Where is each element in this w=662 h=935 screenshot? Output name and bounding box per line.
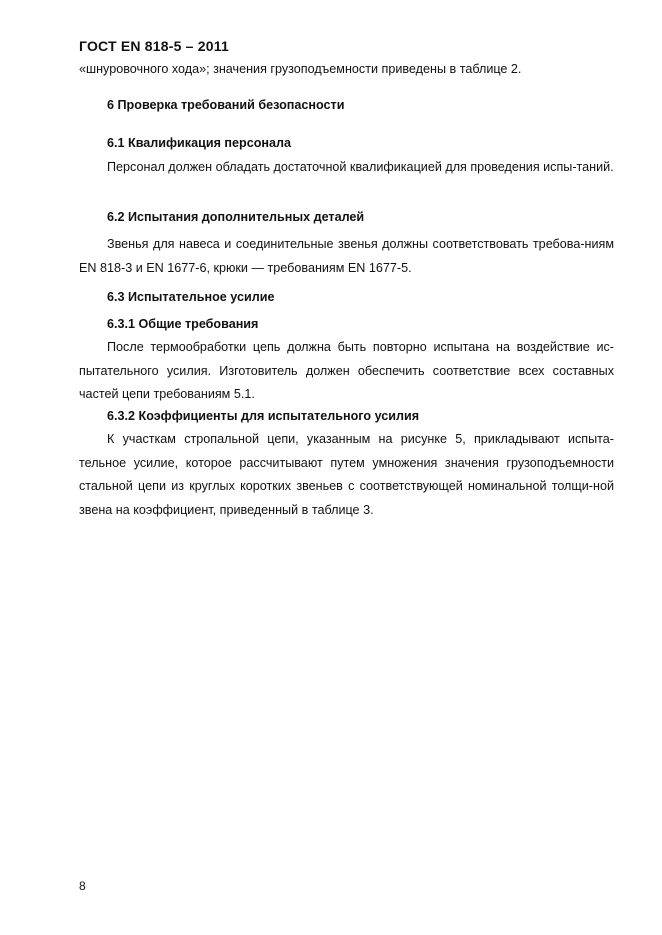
section-6-3-2-text: К участкам стропальной цепи, указанным на рисунке 5, прикладывают испыта-тельное усилие, которое рассчитывают путем умножения значения грузоподъемности стальной цепи из круглых коротких звеньев с соответствующей номинальной толщи-ной звена на коэффициент, приведенный в таблице 3. — [79, 432, 614, 517]
section-6-2-heading: 6.2 Испытания дополнительных деталей — [107, 210, 365, 224]
section-6-1-text: Персонал должен обладать достаточной квалификацией для проведения испы-таний. — [107, 160, 614, 174]
section-6-heading: 6 Проверка требований безопасности — [107, 98, 345, 112]
document-code-header: ГОСТ EN 818-5 – 2011 — [79, 38, 229, 54]
section-6-1-heading: 6.1 Квалификация персонала — [107, 136, 292, 150]
section-6-2-text: Звенья для навеса и соединительные звенья должны соответствовать требова-ниям EN 818-3 и EN 1677-6, крюки — требованиям EN 1677-5. — [79, 237, 614, 275]
section-6-3-heading: 6.3 Испытательное усилие — [107, 290, 275, 304]
section-6-3-1-text: После термообработки цепь должна быть повторно испытана на воздействие ис-пытательного усилия. Изготовитель должен обеспечить соответствие всех составных частей цепи требованиям 5.1. — [79, 340, 614, 402]
section-6-3-1-heading: 6.3.1 Общие требования — [107, 317, 259, 331]
section-6-3-2-heading: 6.3.2 Коэффициенты для испытательного усилия — [107, 409, 420, 423]
continuation-text: «шнуровочного хода»; значения грузоподъемности приведены в таблице 2. — [79, 62, 522, 76]
page-number: 8 — [79, 879, 86, 893]
